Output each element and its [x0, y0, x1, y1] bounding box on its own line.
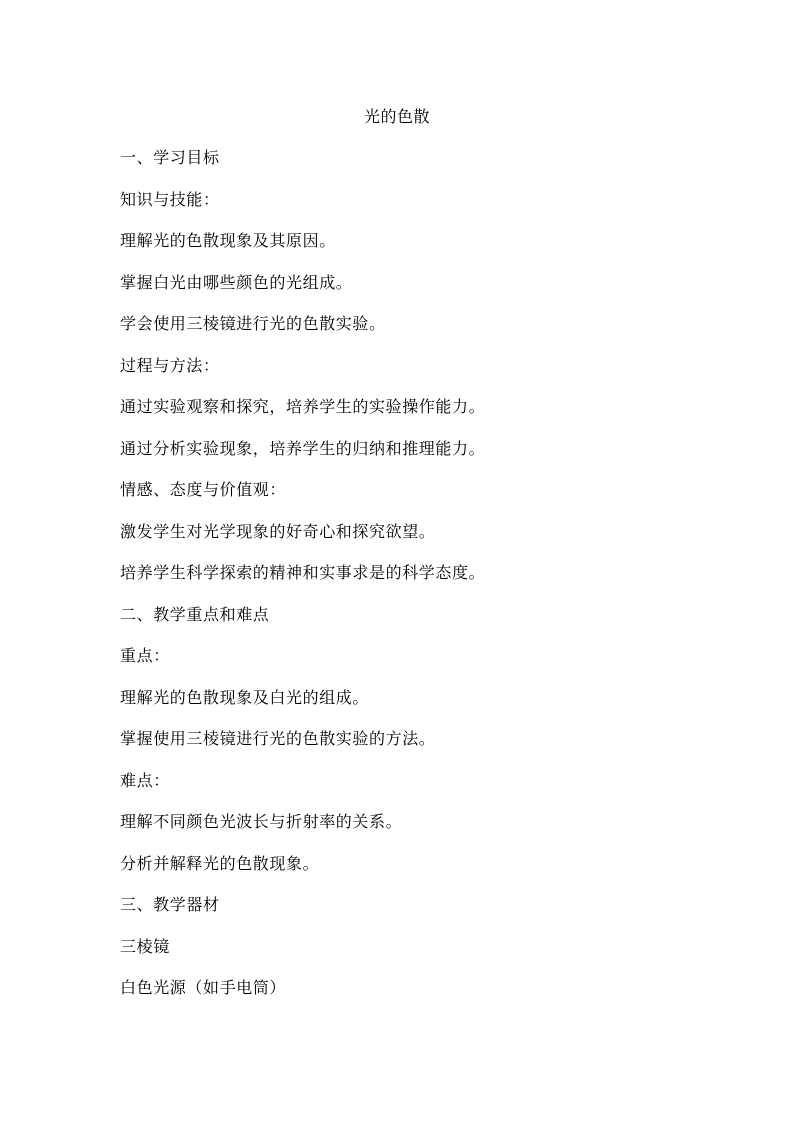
subheading-knowledge-skills: 知识与技能： — [120, 189, 220, 209]
document-title: 光的色散 — [363, 107, 430, 126]
paragraph-line: 理解光的色散现象及白光的组成。 — [120, 687, 370, 707]
list-item: 白色光源（如手电筒） — [120, 978, 287, 997]
paragraph-line: 掌握使用三棱镜进行光的色散实验的方法。 — [120, 729, 436, 748]
subheading-attitudes-values: 情感、态度与价值观： — [120, 480, 287, 499]
paragraph-line: 培养学生科学探索的精神和实事求是的科学态度。 — [120, 563, 486, 582]
paragraph-line: 理解光的色散现象及其原因。 — [120, 231, 336, 250]
subheading-process-methods: 过程与方法： — [120, 355, 220, 375]
subheading-key-points: 重点： — [120, 646, 170, 665]
section-heading-key-difficult-points: 二、教学重点和难点 — [120, 604, 270, 624]
subheading-difficult-points: 难点： — [120, 770, 170, 790]
paragraph-line: 理解不同颜色光波长与折射率的关系。 — [120, 812, 403, 831]
paragraph-line: 掌握白光由哪些颜色的光组成。 — [120, 272, 353, 292]
section-heading-learning-goals: 一、学习目标 — [120, 148, 220, 167]
paragraph-line: 通过实验观察和探究，培养学生的实验操作能力。 — [120, 397, 486, 416]
list-item: 三棱镜 — [120, 936, 170, 956]
paragraph-line: 分析并解释光的色散现象。 — [120, 853, 320, 873]
paragraph-line: 通过分析实验现象，培养学生的归纳和推理能力。 — [120, 438, 486, 458]
section-heading-teaching-equipment: 三、教学器材 — [120, 895, 220, 914]
paragraph-line: 学会使用三棱镜进行光的色散实验。 — [120, 314, 386, 333]
paragraph-line: 激发学生对光学现象的好奇心和探究欲望。 — [120, 521, 436, 541]
document-body — [120, 146, 680, 1018]
